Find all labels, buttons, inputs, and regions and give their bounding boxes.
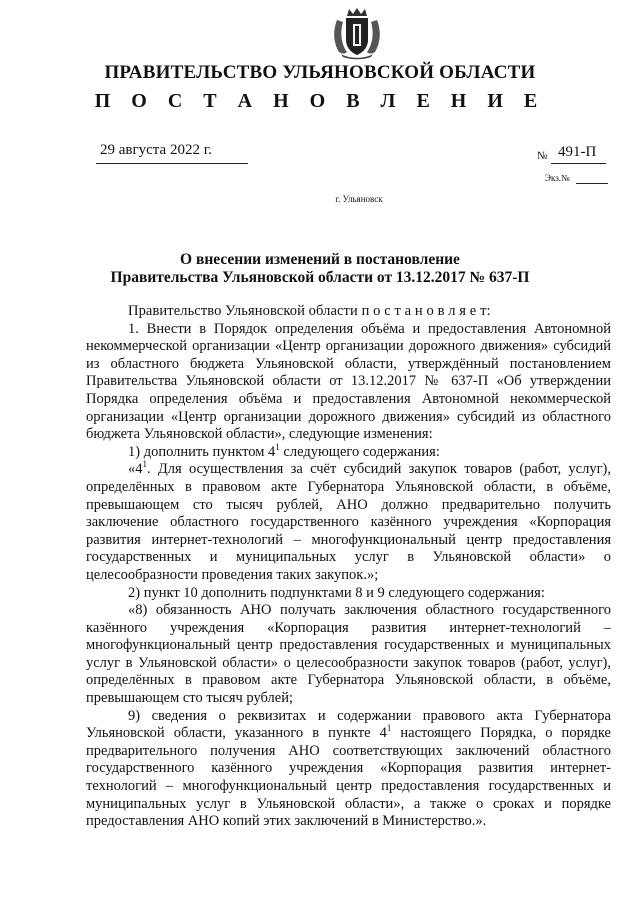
superscript: 1 [142,459,147,470]
paragraph-3-text-end: . Для осуществления за счёт субсидий закупок товаров (работ, услуг), определённых в правовом акте Губернатора Ульяновской области, в объёме, превышающем сто тысяч рублей, АНО должно предварительно получить заключение областного государственного казённого учреждения «Корпорация развития интернет-технологий – многофункциональный центр предоставления государственных и муниципальных услуг в Ульяновской области» о целесообразности проведения таких закупок.»; [86,461,611,583]
paragraph-2-text: 1) дополнить пунктом 4 [128,443,276,460]
paragraph-6-text-end: настоящего Порядка, о порядке предварительного получения АНО соответствующих заключений областного государственного казённого учреждения «Корпорация развития интернет-технологий – многофункциональный центр предоставления государственных и муниципальных услуг в Ульяновской области», а также о сроках и порядке предоставления АНО копий этих заключений в Министерство.». [86,725,611,830]
paragraph-6 [86,708,611,831]
intro-paragraph: Правительство Ульяновской области п о с т а н о в л я е т: [128,303,491,319]
paragraph-1: 1. Внести в Порядок определения объёма и предоставления Автономной некоммерческой организации «Центр организации дорожного движения» субсидий из областного бюджета Ульяновской области, утверждённый постановлением Правительства Ульяновской области от 13.12.2017 № 637-П «Об утверждении Порядка определения объёма и предоставления Автономной некоммерческой организации «Центр организации дорожного движения» субсидий из областного бюджета Ульяновской области», следующие изменения: [86,320,611,443]
government-title: ПРАВИТЕЛЬСТВО УЛЬЯНОВСКОЙ ОБЛАСТИ [104,62,536,83]
subject-line-1: О внесении изменений в постановление [180,251,460,268]
document-body [86,303,611,831]
coat-of-arms-icon [329,6,385,60]
document-type: П О С Т А Н О В Л Е Н И Е [94,90,546,112]
paragraph-3-text: «4 [128,461,143,478]
paragraph-5: «8) обязанность АНО получать заключения областного государственного казённого учреждения «Корпорация развития интернет-технологий – многофункциональный центр предоставления государственных и муниципальных услуг в Ульяновской области» о целесообразности закупок товаров (работ, услуг), определённых в правовом акте Губернатора Ульяновской области, в объёме, превышающем сто тысяч рублей; [86,602,611,707]
number-prefix: № [537,150,548,162]
date-underline [96,163,248,164]
document-date: 29 августа 2022 г. [100,142,212,158]
document-subject [0,251,640,287]
superscript: 1 [386,723,392,734]
document-number: 491-П [558,144,597,160]
copy-number-label: Экз.№ [545,173,570,183]
paragraph-4: 2) пункт 10 дополнить подпунктами 8 и 9 следующего содержания: [128,584,545,601]
superscript: 1 [275,441,280,452]
paragraph-2-text-end: следующего содержания: [279,443,440,460]
paragraph-6-text: 9) сведения о реквизитах и содержании правового акта Губернатора Ульяновской области, указанного в пункте 4 [86,707,611,742]
city: г. Ульяновск [335,194,383,204]
subject-line-2: Правительства Ульяновской области от 13.12.2017 № 637-П [110,269,530,286]
paragraph-3 [86,461,611,584]
copy-number-underline [576,183,608,184]
number-underline [551,163,606,164]
paragraph-2 [86,441,611,462]
